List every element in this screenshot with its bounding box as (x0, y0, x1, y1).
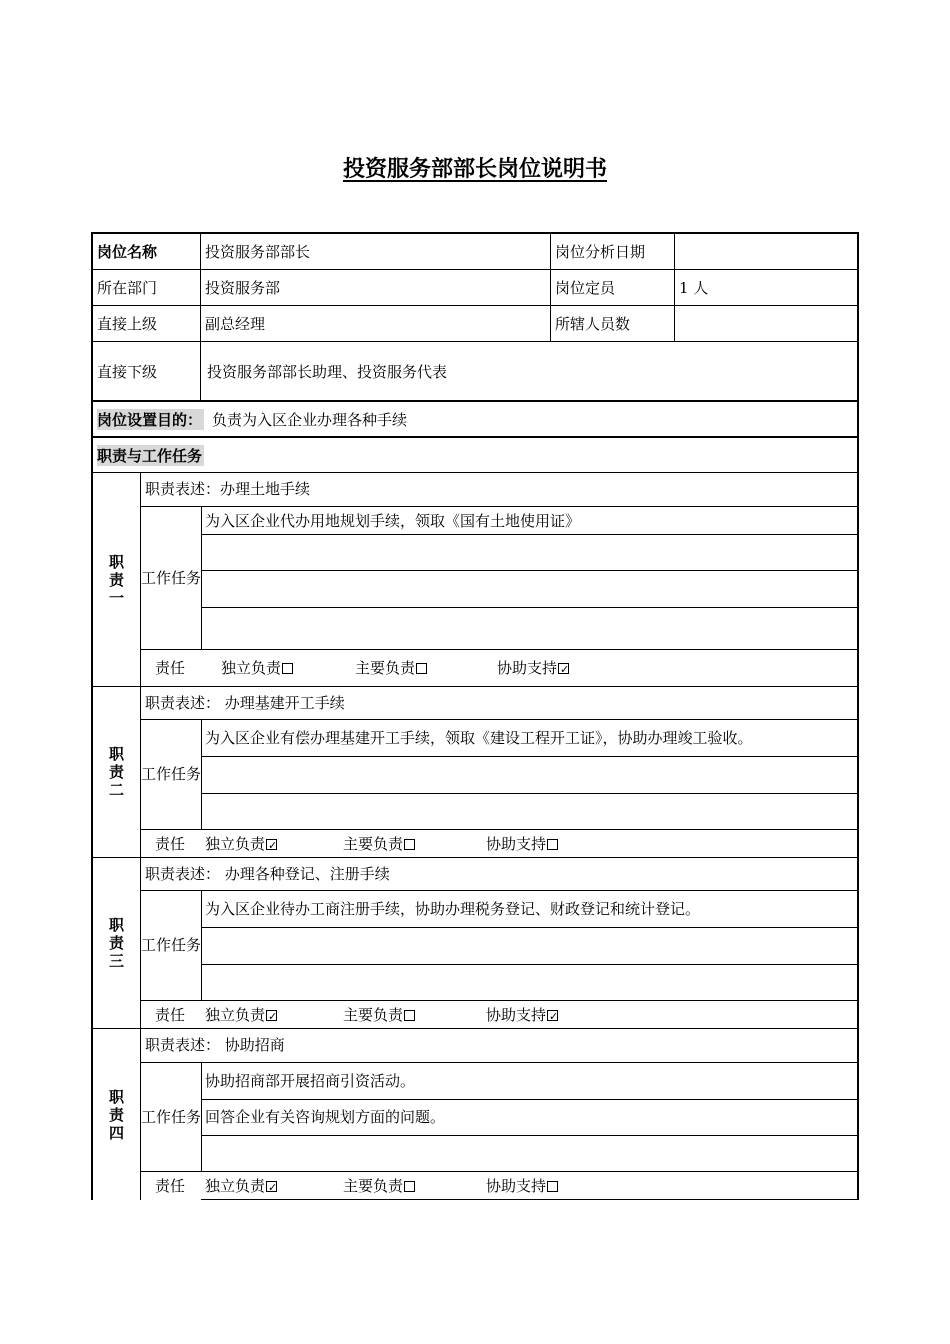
duty-name: 职责二 (108, 745, 124, 799)
duty-statement: 职责表述： 办理基建开工手续 (145, 694, 345, 712)
resp-assist: 协助支持 (486, 834, 558, 854)
analysis-date-label: 岗位分析日期 (555, 243, 646, 261)
duty-name-cell (93, 1029, 141, 1200)
resp-main: 主要负责 (343, 834, 415, 854)
subordinates-label: 直接下级 (97, 362, 158, 381)
work-task-label: 工作任务 (141, 568, 202, 587)
duty-name-cell (93, 858, 141, 1028)
resp-main: 主要负责 (355, 658, 427, 678)
resp-assist: 协助支持✓ (497, 658, 569, 678)
duty-statement: 职责表述：办理土地手续 (145, 480, 311, 498)
resp-independent: 独立负责✓ (205, 1176, 277, 1196)
resp-independent: 独立负责✓ (205, 1005, 277, 1025)
duty-name: 职责三 (108, 916, 124, 970)
work-task-label: 工作任务 (141, 1107, 202, 1126)
subordinates-count-value (675, 306, 857, 341)
headcount-label: 岗位定员 (555, 279, 616, 297)
header-row (93, 270, 857, 306)
task-item: 为入区企业有偿办理基建开工手续，领取《建设工程开工证》，协助办理竣工验收。 (205, 729, 753, 747)
work-task-label: 工作任务 (141, 765, 202, 783)
duty-block (91, 473, 859, 687)
resp-main: 主要负责 (343, 1176, 415, 1196)
resp-assist: 协助支持✓ (486, 1005, 558, 1025)
header-row (93, 234, 857, 270)
responsibility-label: 责任 (155, 659, 186, 677)
department-value: 投资服务部 (205, 279, 281, 297)
duty-block (91, 1029, 859, 1200)
task-item: 为入区企业待办工商注册手续，协助办理税务登记、财政登记和统计登记。 (205, 900, 701, 918)
header-row (93, 342, 857, 400)
superior-value: 副总经理 (205, 315, 266, 333)
responsibility-label: 责任 (155, 835, 186, 853)
headcount-value: 1 人 (679, 279, 709, 297)
document-title: 投资服务部部长岗位说明书 (342, 157, 607, 182)
purpose-row (91, 402, 859, 438)
task-item: 协助招商部开展招商引资活动。 (205, 1072, 416, 1090)
position-name-value: 投资服务部部长 (205, 243, 311, 261)
duties-heading (91, 438, 859, 473)
duty-name: 职责一 (108, 552, 124, 607)
resp-independent: 独立负责 (221, 658, 293, 678)
task-item: 为入区企业代办用地规划手续，领取《国有土地使用证》 (205, 512, 581, 530)
duty-statement: 职责表述： 办理各种登记、注册手续 (145, 865, 390, 883)
position-name-label: 岗位名称 (97, 243, 158, 261)
duties-heading-text: 职责与工作任务 (97, 446, 203, 465)
superior-label: 直接上级 (97, 315, 158, 333)
duty-statement: 职责表述： 协助招商 (145, 1036, 285, 1054)
duty-block (91, 687, 859, 858)
responsibility-label: 责任 (155, 1177, 186, 1195)
work-task-label: 工作任务 (141, 936, 202, 954)
duty-block (91, 858, 859, 1029)
subordinates-count-label: 所辖人员数 (555, 315, 631, 333)
duty-name-cell (93, 687, 141, 857)
header-table (91, 232, 859, 402)
subordinates-value: 投资服务部部长助理、投资服务代表 (207, 362, 448, 381)
responsibility-label: 责任 (155, 1006, 186, 1024)
purpose-value: 负责为入区企业办理各种手续 (212, 410, 408, 429)
task-item: 回答企业有关咨询规划方面的问题。 (205, 1108, 446, 1126)
duty-name: 职责四 (108, 1087, 124, 1142)
resp-main: 主要负责 (343, 1005, 415, 1025)
analysis-date-value (675, 234, 857, 269)
resp-independent: 独立负责✓ (205, 834, 277, 854)
header-row (93, 306, 857, 342)
resp-assist: 协助支持 (486, 1176, 558, 1196)
duty-name-cell (93, 473, 141, 686)
department-label: 所在部门 (97, 279, 158, 297)
purpose-label: 岗位设置目的： (97, 410, 203, 429)
